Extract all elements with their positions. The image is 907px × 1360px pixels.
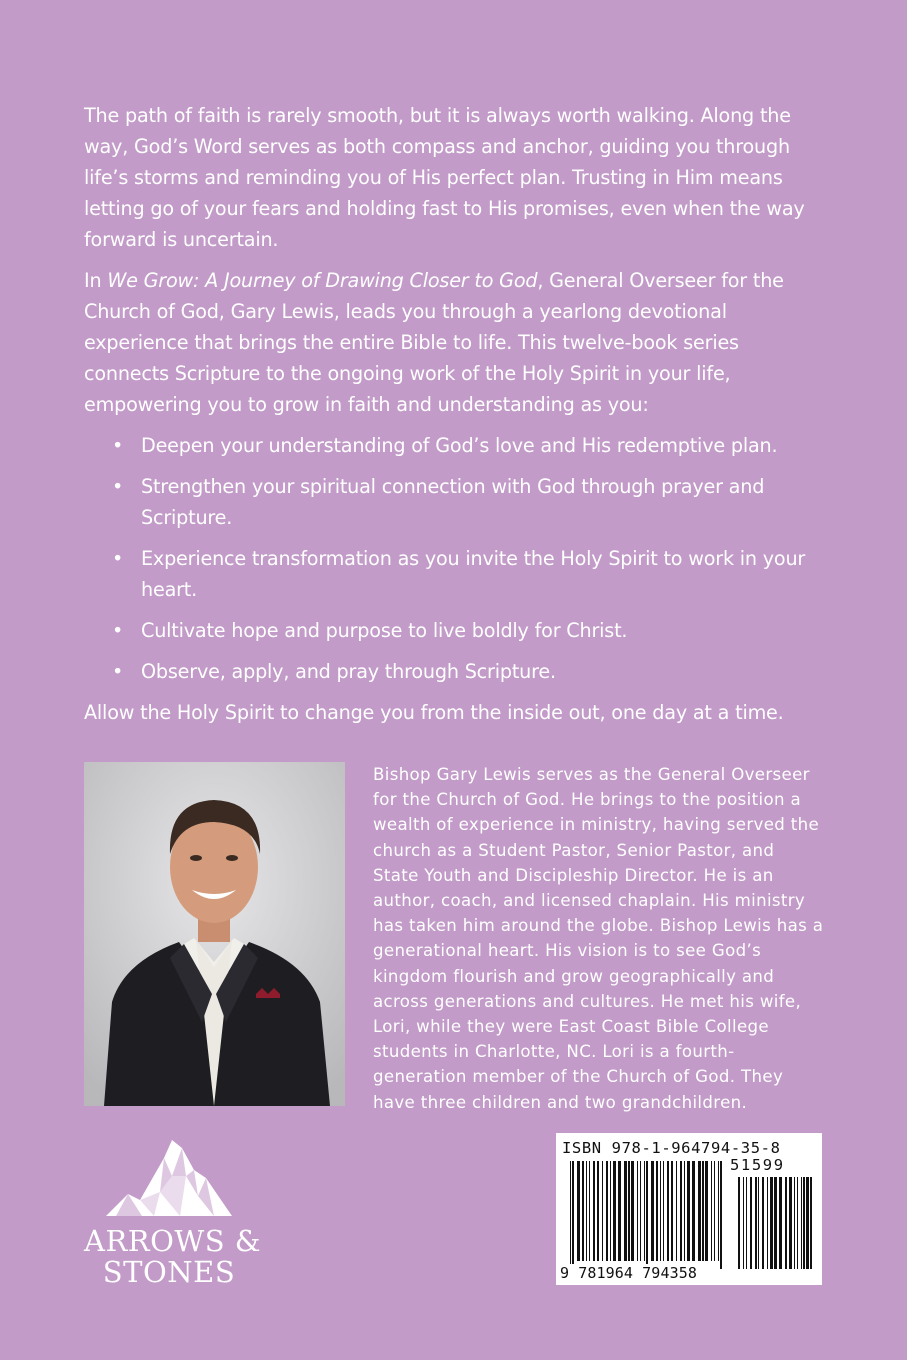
barcode-bar (577, 1161, 580, 1261)
barcode-bar (698, 1161, 701, 1261)
barcode-bar (593, 1161, 595, 1261)
barcode-bar (738, 1177, 740, 1269)
barcode-bar (767, 1177, 768, 1269)
isbn-barcode (556, 1133, 822, 1285)
barcode-bar (755, 1177, 757, 1269)
publisher-name (84, 1224, 262, 1289)
barcode-bar (651, 1161, 654, 1261)
barcode-bar (718, 1161, 719, 1261)
barcode-bar (774, 1177, 777, 1269)
barcode-number: 9 781964 794358 (560, 1264, 697, 1282)
barcode-bar (570, 1161, 571, 1269)
list-item: • Strengthen your spiritual connection with God through prayer and Scripture. (84, 471, 824, 533)
price-code: 51599 (730, 1156, 785, 1174)
barcode-bar (618, 1161, 621, 1261)
barcode-bar (705, 1161, 708, 1261)
barcode-bar (572, 1161, 574, 1269)
barcode-bar (613, 1161, 616, 1261)
publisher-logo (84, 1136, 262, 1296)
barcode-bar (628, 1161, 630, 1261)
barcode-bar (606, 1161, 608, 1261)
barcode-bar (711, 1161, 712, 1261)
barcode-bar (810, 1177, 812, 1269)
barcode-bar (702, 1161, 704, 1261)
publisher-name-line1: ARROWS & (84, 1224, 262, 1258)
barcode-bar (687, 1161, 690, 1261)
barcode-bar (806, 1177, 809, 1269)
barcode-bar (602, 1161, 603, 1261)
barcode-bar (714, 1161, 715, 1261)
barcode-bar (676, 1161, 677, 1261)
list-item: • Experience transformation as you invite the Holy Spirit to work in your heart. (84, 543, 824, 605)
author-portrait-illustration (84, 762, 345, 1106)
barcode-bar (671, 1161, 673, 1261)
back-cover-copy (84, 100, 824, 738)
series-description: , General Overseer for the Church of God, Gary Lewis, leads you through a yearlong devotional experience that brings the entire Bible to life. This twelve-book series connects Scripture to the ongoing work of the Holy Spirit in your life, empowering you to grow in faith and understanding as you: (84, 269, 784, 416)
author-bio: Bishop Gary Lewis serves as the General Overseer for the Church of God. He brings to the position a wealth of experience in ministry, having served the church as a Student Pastor, Senior Pastor, and State Youth and Discipleship Director. He is an author, coach, and licensed chaplain. His ministry has taken him around the globe. Bishop Lewis has a generational heart. His vision is to see God’s kingdom flourish and grow geographically and across generations and cultures. He met his wife, Lori, while they were East Coast Bible College students in Charlotte, NC. Lori is a fourth-generation member of the Church of God. They have three children and two grandchildren. (373, 765, 824, 1112)
barcode-bar (779, 1177, 782, 1269)
barcode-bar (646, 1161, 648, 1269)
list-item: • Cultivate hope and purpose to live boldly for Christ. (84, 615, 824, 646)
series-lead: In (84, 269, 108, 292)
list-item: • Observe, apply, and pray through Scripture. (84, 656, 824, 687)
barcode-bar (610, 1161, 611, 1261)
barcode-bar (640, 1161, 641, 1261)
barcode-bar (743, 1177, 744, 1269)
barcode-bar (656, 1161, 658, 1261)
isbn-label: ISBN 978-1-964794-35-8 (562, 1139, 781, 1157)
barcode-bar (684, 1161, 685, 1261)
barcode-bar (637, 1161, 638, 1261)
barcode-bar (758, 1177, 759, 1269)
mountain-icon (102, 1136, 236, 1218)
list-item: • Deepen your understanding of God’s love and His redemptive plan. (84, 430, 824, 461)
barcode-bar (597, 1161, 599, 1261)
book-title: We Grow: A Journey of Drawing Closer to God (107, 269, 538, 292)
barcode-bar (762, 1177, 764, 1269)
barcode-bar (692, 1161, 695, 1261)
barcode-bar (644, 1161, 645, 1261)
intro-paragraph: The path of faith is rarely smooth, but it is always worth walking. Along the way, God’s Word serves as both compass and anchor, guiding you through life’s storms and reminding you of His perfect plan. Trusting in Him means letting go of your fears and holding fast to His promises, even when the way forward is uncertain. (84, 104, 805, 251)
barcode-bar (624, 1161, 627, 1261)
barcode-bar (794, 1177, 795, 1269)
barcode-bar (667, 1161, 669, 1261)
publisher-name-line2: STONES (102, 1255, 236, 1289)
barcode-bar (750, 1177, 752, 1269)
barcode-bar (582, 1161, 584, 1261)
barcode-bar (803, 1177, 805, 1269)
benefit-list (84, 430, 824, 687)
barcode-bar (720, 1161, 722, 1269)
barcode-bar (746, 1177, 747, 1269)
barcode-bar (770, 1177, 773, 1269)
barcode-bar (631, 1161, 634, 1261)
barcode-bar (680, 1161, 682, 1261)
series-paragraph (84, 265, 824, 420)
barcode-bar (789, 1177, 792, 1269)
barcode-bar (586, 1161, 587, 1261)
barcode-bar (663, 1161, 664, 1261)
barcode-bar (785, 1177, 787, 1269)
barcode-bar (660, 1161, 661, 1261)
closing-line: Allow the Holy Spirit to change you from the inside out, one day at a time. (84, 701, 784, 724)
barcode-bar (801, 1177, 802, 1269)
barcode-bar (589, 1161, 590, 1261)
author-photo (84, 762, 345, 1106)
barcode-bar (797, 1177, 798, 1269)
